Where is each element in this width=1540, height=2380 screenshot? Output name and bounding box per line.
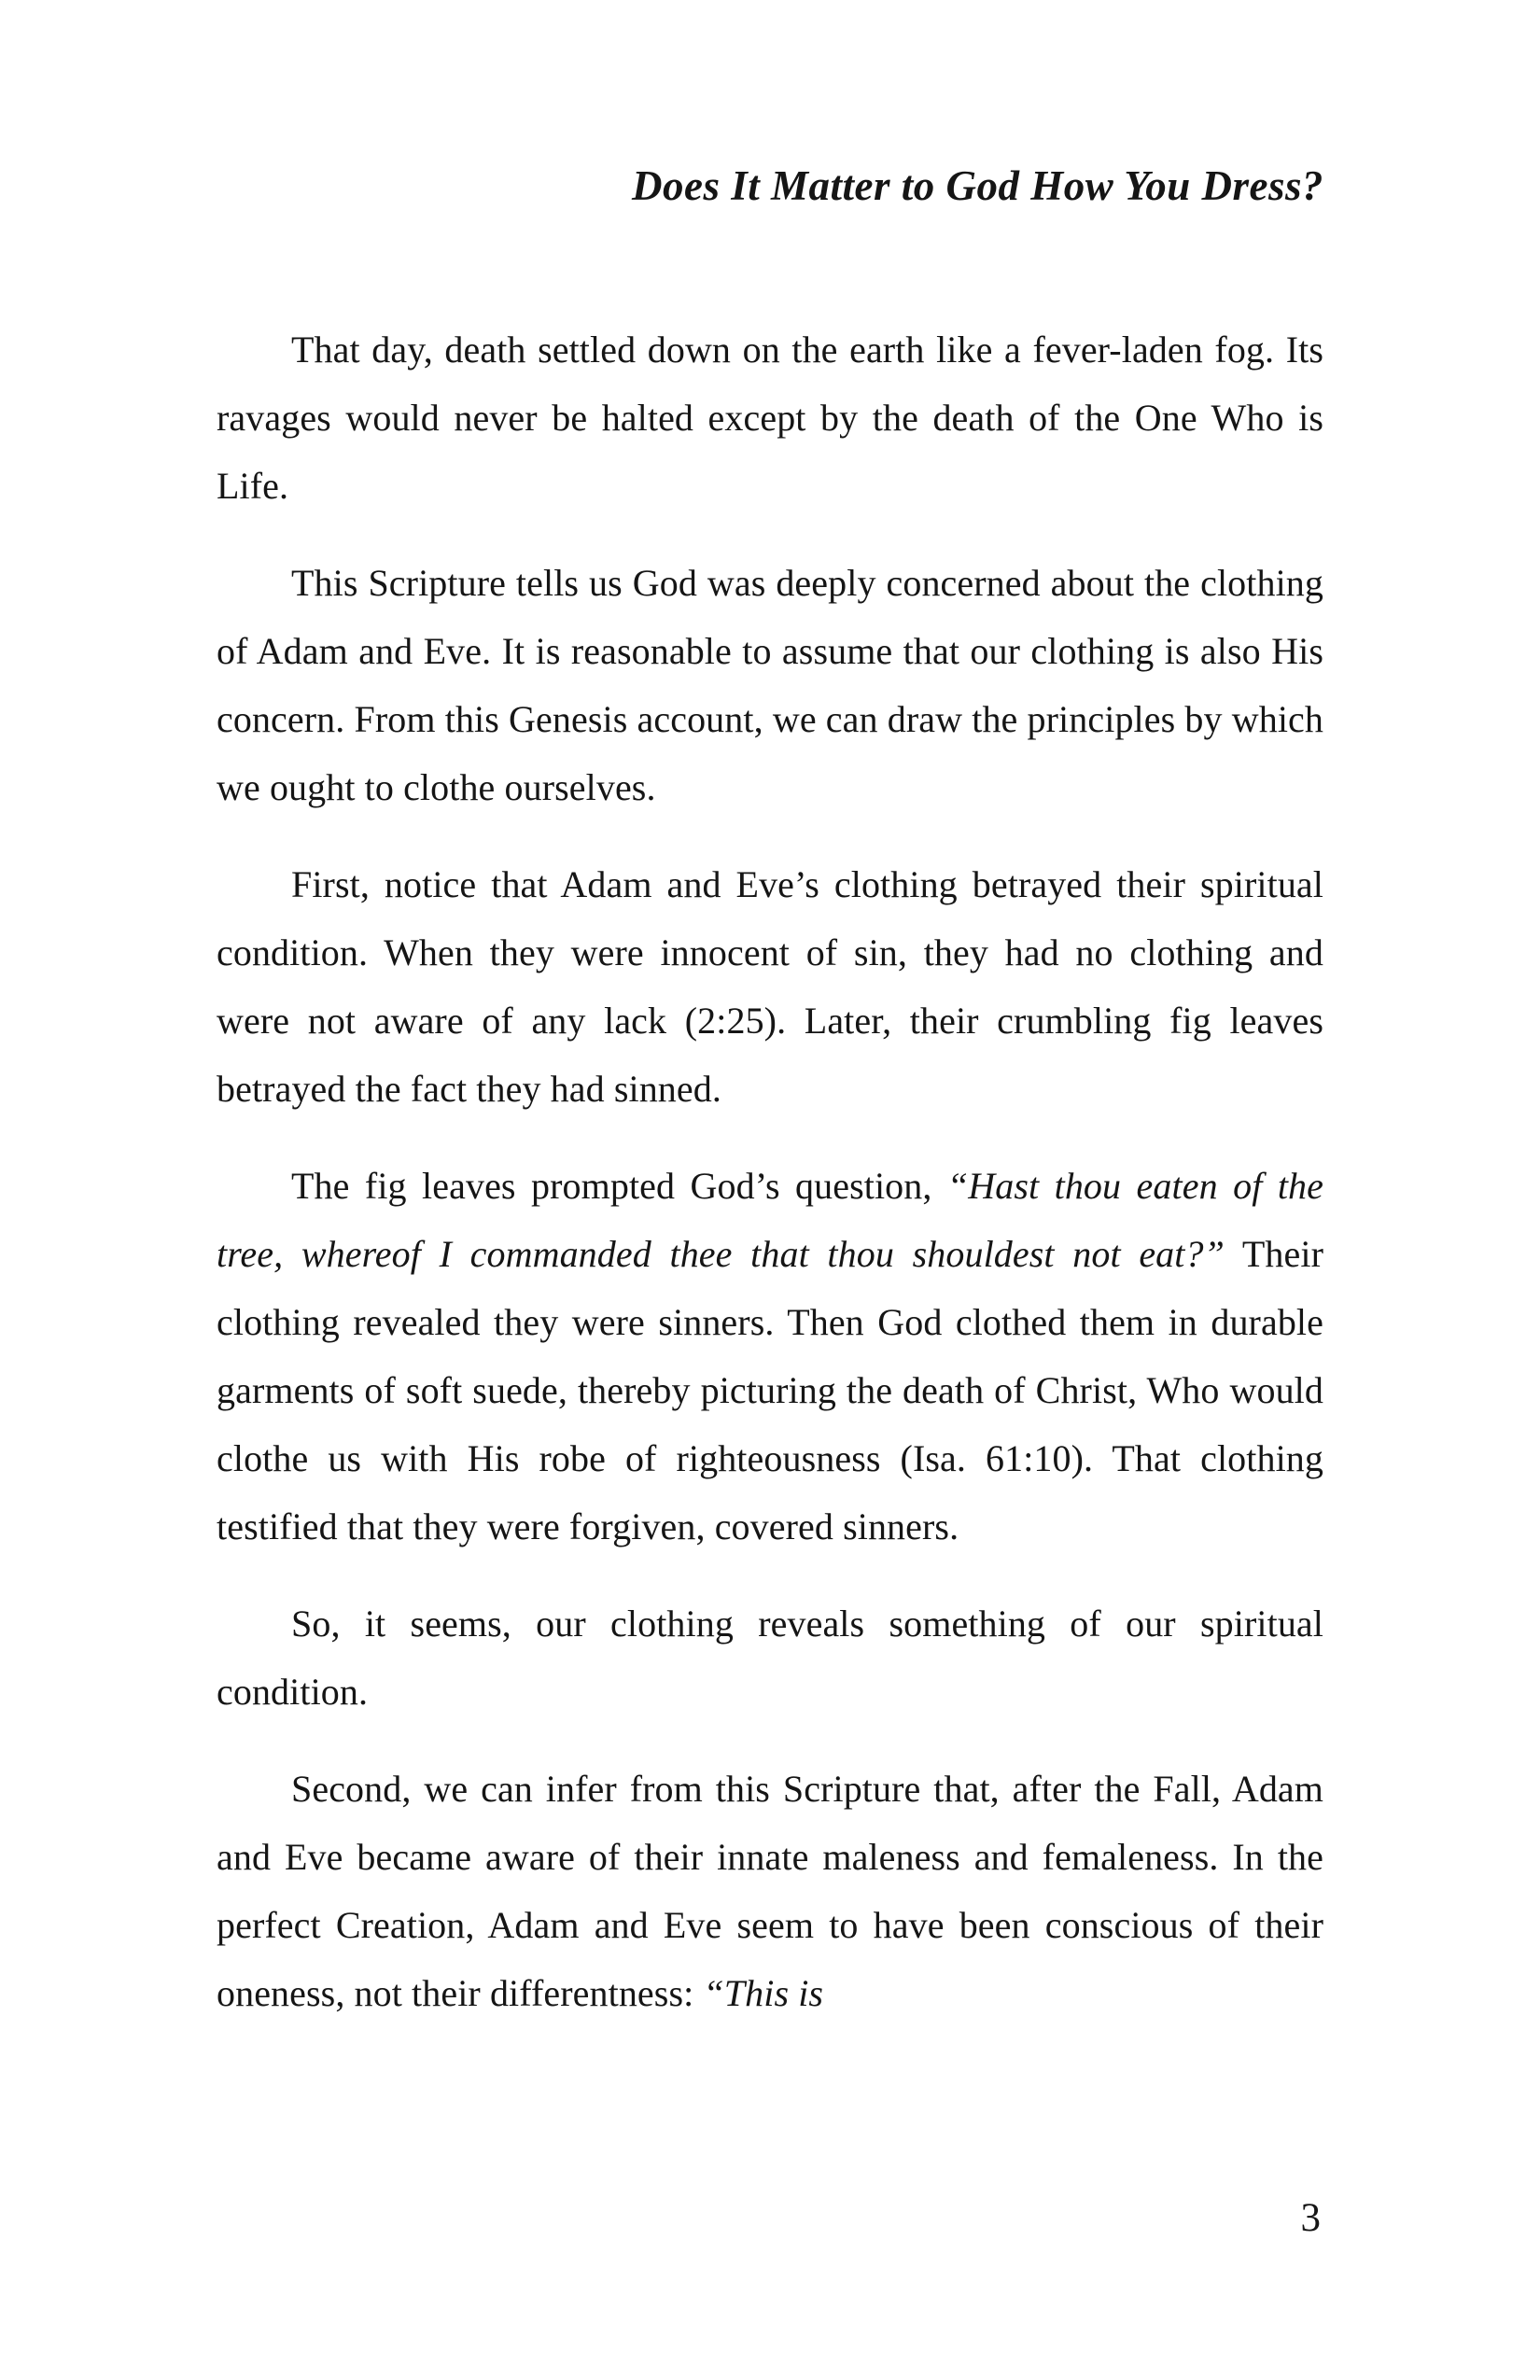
scripture-quote-italic: “This is [703,1972,824,2014]
text-segment: So, it seems, our clothing reveals something of our spiritual condition. [217,1603,1323,1713]
page-header [217,152,1323,220]
paragraph [217,1152,1323,1561]
scripture-quote-italic: “Hast thou eaten of the tree, whereof I commanded thee that thou shouldest not eat?” [217,1165,1323,1275]
paragraph [217,315,1323,520]
paragraph [217,1755,1323,2027]
text-segment: Their clothing revealed they were sinners. Then God clothed them in durable garments of soft suede, thereby picturing the death of Christ, Who would clothe us with His robe of righteousness (Isa. 61:10). That clothing testified that they were forgiven, covered sinners. [217,1233,1324,1547]
text-segment: Second, we can infer from this Scripture that, after the Fall, Adam and Eve became aware of their innate maleness and femaleness. In the perfect Creation, Adam and Eve seem to have been conscious of their oneness, not their differentness: [217,1768,1323,2014]
paragraph [217,549,1323,821]
text-segment: That day, death settled down on the earth like a fever-laden fog. Its ravages would never be halted except by the death of the One Who is Life. [217,329,1323,507]
body-text [217,315,1323,2027]
text-segment: The fig leaves prompted God’s question, [291,1165,947,1207]
text-segment: First, notice that Adam and Eve’s clothing betrayed their spiritual condition. When they were innocent of sin, they had no clothing and were not aware of any lack (2:25). Later, their crumbling fig leaves betrayed the fact they had sinned. [217,863,1323,1110]
text-segment: This Scripture tells us God was deeply concerned about the clothing of Adam and Eve. It is reasonable to assume that our clothing is also His concern. From this Genesis account, we can draw the principles by which we ought to clothe ourselves. [217,562,1323,808]
page-number: 3 [1300,2196,1321,2240]
running-head: Does It Matter to God How You Dress? [632,162,1323,209]
paragraph [217,850,1323,1123]
paragraph [217,1589,1323,1726]
page-content [217,152,1323,2027]
